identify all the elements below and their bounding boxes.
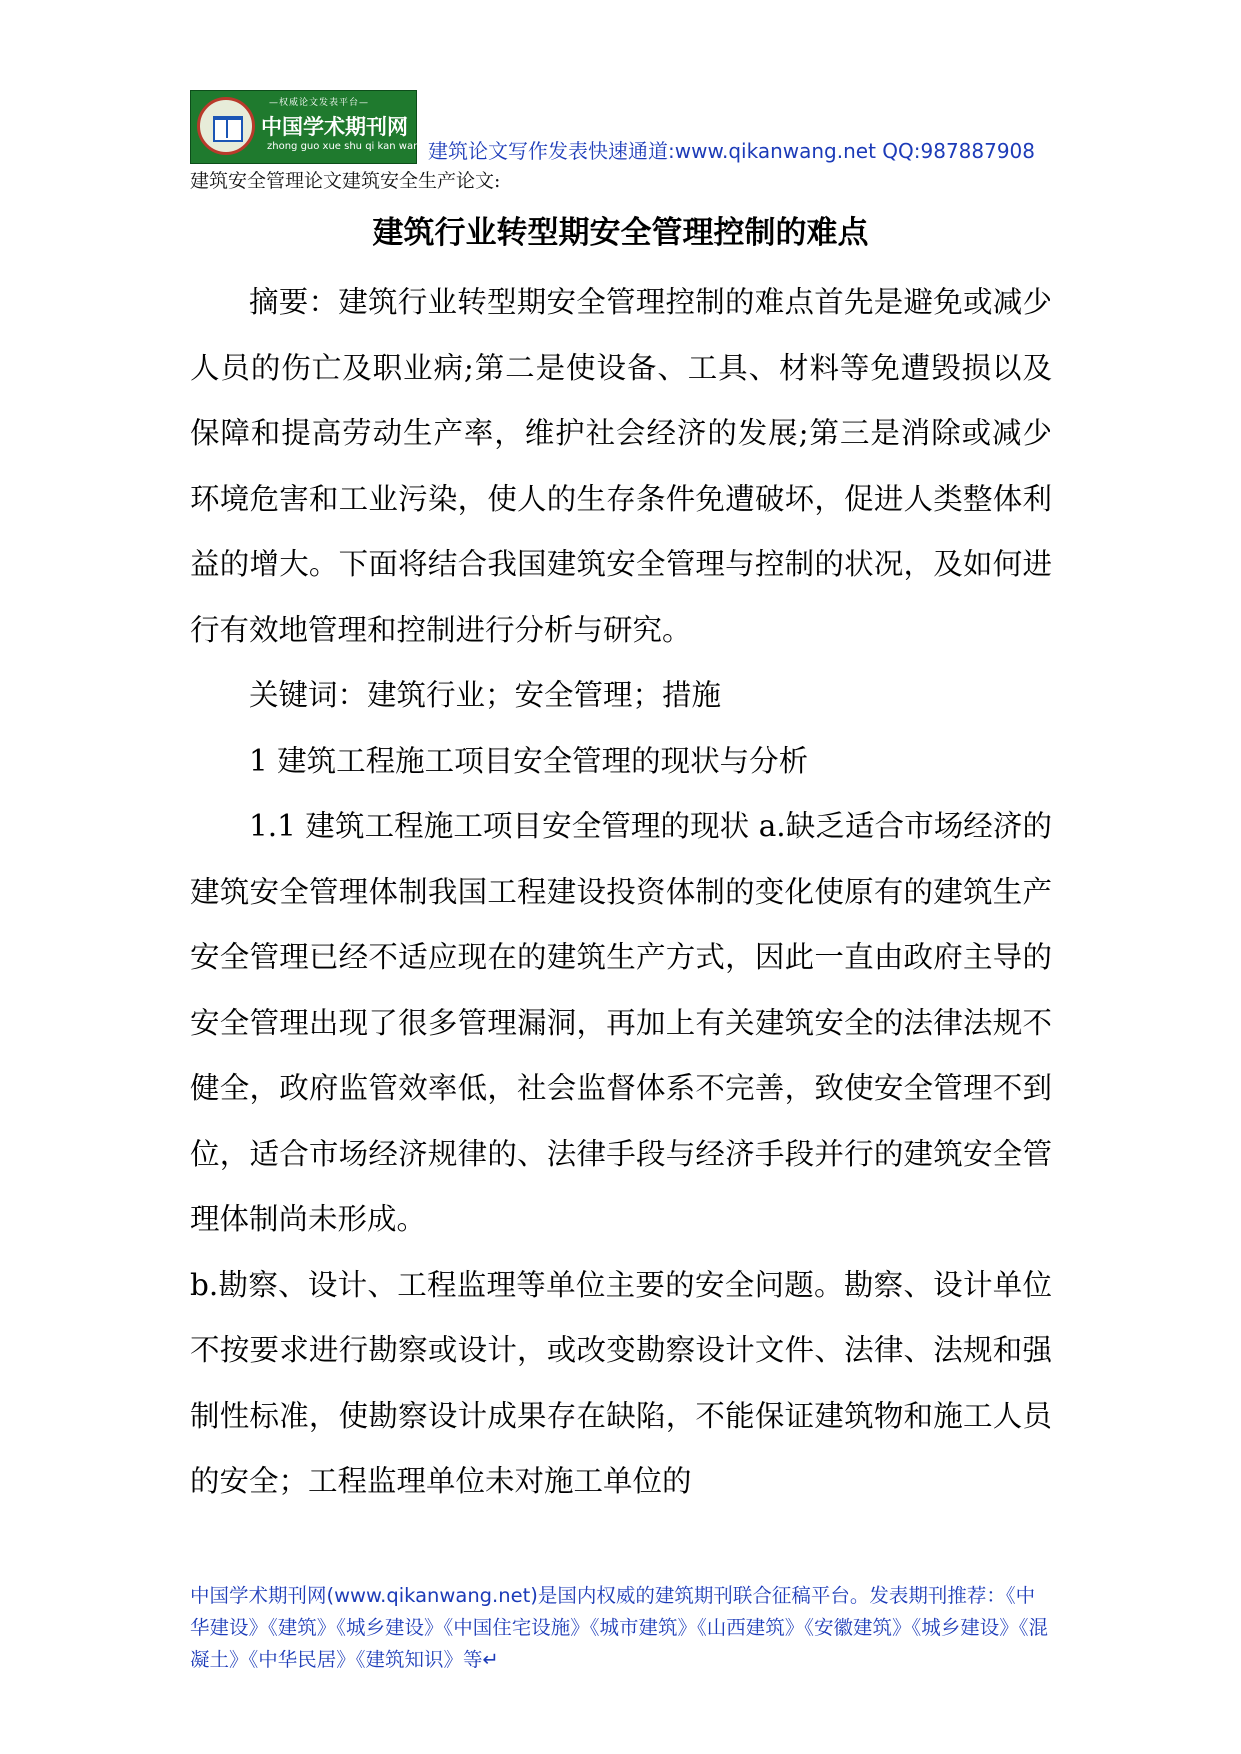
book-icon <box>213 116 243 142</box>
emblem-icon <box>197 97 255 155</box>
page-header <box>190 90 1070 168</box>
keywords-paragraph: 关键词：建筑行业；安全管理；措施 <box>249 678 722 712</box>
page-footer: 中国学术期刊网(www.qikanwang.net)是国内权威的建筑期刊联合征稿平台。发表期刊推荐：《中华建设》《建筑》《城乡建设》《中国住宅设施》《城市建筑》《山西建筑》《安徽建筑》《城乡建设》《混凝土》《中华民居》《建筑知识》等↵ <box>190 1584 1049 1671</box>
subject-line: 建筑安全管理论文建筑安全生产论文: <box>190 170 501 192</box>
logo-pinyin: zhong guo xue shu qi kan wang <box>267 141 426 152</box>
section-1-1-paragraph: 1.1 建筑工程施工项目安全管理的现状 a.缺乏适合市场经济的建筑安全管理体制我国工程建设投资体制的变化使原有的建筑生产安全管理已经不适应现在的建筑生产方式，因此一直由政府主导的安全管理出现了很多管理漏洞，再加上有关建筑安全的法律法规不健全，政府监管效率低，社会监督体系不完善，致使安全管理不到位，适合市场经济规律的、法律手段与经济手段并行的建筑安全管理体制尚未形成。 <box>190 809 1052 1236</box>
paragraph-b: b.勘察、设计、工程监理等单位主要的安全问题。勘察、设计单位不按要求进行勘察或设计，或改变勘察设计文件、法律、法规和强制性标准，使勘察设计成果存在缺陷，不能保证建筑物和施工人员的安全；工程监理单位未对施工单位的 <box>190 1267 1052 1498</box>
article-body <box>190 270 1052 1515</box>
header-link[interactable]: 建筑论文写作发表快速通道:www.qikanwang.net QQ:987887908 <box>428 139 1036 163</box>
site-logo[interactable] <box>190 90 426 164</box>
logo-name: 中国学术期刊网 <box>261 115 408 139</box>
article-title: 建筑行业转型期安全管理控制的难点 <box>372 215 869 251</box>
logo-tagline: —权威论文发表平台— <box>269 98 370 108</box>
abstract-paragraph: 摘要：建筑行业转型期安全管理控制的难点首先是避免或减少人员的伤亡及职业病;第二是使设备、工具、材料等免遭毁损以及保障和提高劳动生产率，维护社会经济的发展;第三是消除或减少环境危害和工业污染，使人的生存条件免遭破坏，促进人类整体利益的增大。下面将结合我国建筑安全管理与控制的状况，及如何进行有效地管理和控制进行分析与研究。 <box>190 285 1052 647</box>
section-heading: 1 建筑工程施工项目安全管理的现状与分析 <box>249 743 809 778</box>
